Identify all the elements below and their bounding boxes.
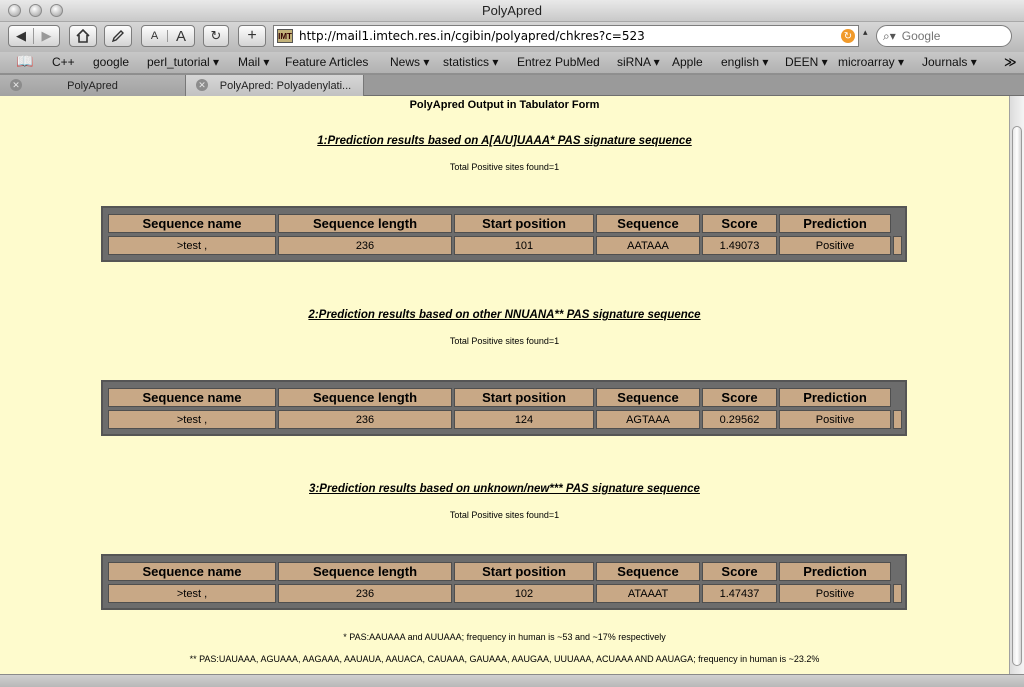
forward-arrow-icon[interactable]: ▶ <box>41 28 52 43</box>
close-tab-icon[interactable]: ✕ <box>10 79 22 91</box>
section-2-count: Total Positive sites found=1 <box>449 336 560 346</box>
bookmark-item[interactable]: News ▾ <box>390 55 430 69</box>
bookmark-item[interactable]: google <box>93 55 130 69</box>
pencil-icon <box>111 29 125 43</box>
vertical-scrollbar[interactable] <box>1009 96 1024 674</box>
address-bar[interactable] <box>273 25 859 47</box>
bookmarks-bar <box>0 52 1024 74</box>
table-cell-empty <box>893 236 902 255</box>
section-3-count: Total Positive sites found=1 <box>449 510 560 520</box>
bookmark-item[interactable]: DEEN ▾ <box>785 55 828 69</box>
reload-button[interactable] <box>203 25 229 47</box>
add-bookmark-button[interactable] <box>238 25 266 47</box>
tab-bar <box>0 75 1024 96</box>
plus-icon: + <box>247 27 257 44</box>
tab-polyapred-results[interactable] <box>186 75 364 96</box>
column-header: Sequence length <box>278 562 452 581</box>
search-icon: ⌕▾ <box>883 28 896 43</box>
site-favicon: IMT <box>277 29 293 43</box>
bookmark-item[interactable]: siRNA ▾ <box>617 55 660 69</box>
column-header: Prediction <box>779 214 891 233</box>
search-input[interactable] <box>902 29 997 43</box>
bookmark-item[interactable]: C++ <box>52 55 75 69</box>
table-cell: 0.29562 <box>702 410 777 429</box>
table-cell: 101 <box>454 236 594 255</box>
column-header: Start position <box>454 214 594 233</box>
back-forward-buttons <box>8 25 60 47</box>
column-header: Sequence name <box>108 388 276 407</box>
section-1-count: Total Positive sites found=1 <box>449 162 560 172</box>
table-cell: 236 <box>278 410 452 429</box>
column-header: Sequence <box>596 562 700 581</box>
back-arrow-icon[interactable]: ◀ <box>9 28 34 44</box>
reload-icon: ↻ <box>210 28 222 43</box>
search-field[interactable] <box>876 25 1012 47</box>
browser-toolbar <box>0 22 1024 52</box>
table-cell: 236 <box>278 584 452 603</box>
section-2-title: 2:Prediction results based on other NNUANA** PAS signature sequence <box>308 309 701 321</box>
bookmark-item[interactable]: Apple <box>672 55 703 69</box>
home-icon <box>76 29 90 43</box>
edit-button[interactable] <box>104 25 132 47</box>
column-header: Sequence name <box>108 214 276 233</box>
section-3-title: 3:Prediction results based on unknown/new*** PAS signature sequence <box>309 483 700 495</box>
page-heading: PolyApred Output in Tabulator Form <box>409 99 600 111</box>
tab-label: PolyApred: Polyadenylati... <box>219 79 352 92</box>
bookmark-item[interactable]: Mail ▾ <box>238 55 270 69</box>
table-cell: >test , <box>108 236 276 255</box>
bookmark-item[interactable]: statistics ▾ <box>443 55 499 69</box>
results-table-2 <box>101 380 907 436</box>
table-cell: Positive <box>779 236 891 255</box>
column-header: Score <box>702 214 777 233</box>
table-cell-empty <box>893 410 902 429</box>
bookmark-item[interactable]: microarray ▾ <box>838 55 905 69</box>
column-header: Start position <box>454 562 594 581</box>
table-cell: 102 <box>454 584 594 603</box>
bookmarks-overflow-icon[interactable]: ≫ <box>1004 55 1017 69</box>
bookmark-item[interactable]: perl_tutorial ▾ <box>147 55 220 69</box>
column-header: Sequence <box>596 214 700 233</box>
page-content <box>0 96 1009 674</box>
column-header: Sequence length <box>278 214 452 233</box>
bookmark-item[interactable]: english ▾ <box>721 55 769 69</box>
bookmark-item[interactable]: Journals ▾ <box>922 55 977 69</box>
table-cell-empty <box>893 584 902 603</box>
url-text[interactable]: http://mail1.imtech.res.in/cgibin/polyapred/chkres?c=523 <box>299 29 645 43</box>
footnote-2: ** PAS:UAUAAA, AGUAAA, AAGAAA, AAUAUA, AAUACA, CAUAAA, GAUAAA, AAUGAA, UUUAAA, ACUAAA AND AAUAGA; frequency in human is ~23.2% <box>189 654 820 664</box>
bookmark-item[interactable]: Feature Articles <box>285 55 369 69</box>
close-tab-icon[interactable]: ✕ <box>196 79 208 91</box>
table-cell: 1.49073 <box>702 236 777 255</box>
tab-label: PolyApred <box>67 79 118 92</box>
decrease-text-size-button[interactable]: A <box>142 30 168 42</box>
column-header: Start position <box>454 388 594 407</box>
status-bar <box>0 674 1024 687</box>
column-header: Score <box>702 562 777 581</box>
tab-polyapred[interactable] <box>0 75 186 96</box>
history-dropdown-icon[interactable]: ▴ <box>863 27 868 37</box>
column-header: Score <box>702 388 777 407</box>
table-cell: 236 <box>278 236 452 255</box>
column-header: Prediction <box>779 388 891 407</box>
table-cell: AATAAA <box>596 236 700 255</box>
home-button[interactable] <box>69 25 97 47</box>
bookmark-item[interactable]: Entrez PubMed <box>517 55 600 69</box>
table-cell: ATAAAT <box>596 584 700 603</box>
column-header: Sequence length <box>278 388 452 407</box>
table-cell: >test , <box>108 584 276 603</box>
snapback-icon[interactable]: ↻ <box>841 29 855 43</box>
window-titlebar <box>0 0 1024 22</box>
table-cell: 124 <box>454 410 594 429</box>
results-table-3 <box>101 554 907 610</box>
table-cell: 1.47437 <box>702 584 777 603</box>
table-cell: AGTAAA <box>596 410 700 429</box>
bookmarks-book-icon[interactable]: 📖 <box>16 53 34 69</box>
table-cell: Positive <box>779 584 891 603</box>
section-1-title: 1:Prediction results based on A[A/U]UAAA* PAS signature sequence <box>317 135 692 147</box>
table-cell: Positive <box>779 410 891 429</box>
window-title: PolyApred <box>482 3 542 18</box>
footnote-1: * PAS:AAUAAA and AUUAAA; frequency in human is ~53 and ~17% respectively <box>343 632 666 642</box>
column-header: Sequence name <box>108 562 276 581</box>
text-size-buttons <box>141 25 195 47</box>
table-cell: >test , <box>108 410 276 429</box>
column-header: Prediction <box>779 562 891 581</box>
column-header: Sequence <box>596 388 700 407</box>
results-table-1 <box>101 206 907 262</box>
scrollbar-thumb[interactable] <box>1012 126 1022 666</box>
increase-text-size-button[interactable]: A <box>176 27 187 45</box>
